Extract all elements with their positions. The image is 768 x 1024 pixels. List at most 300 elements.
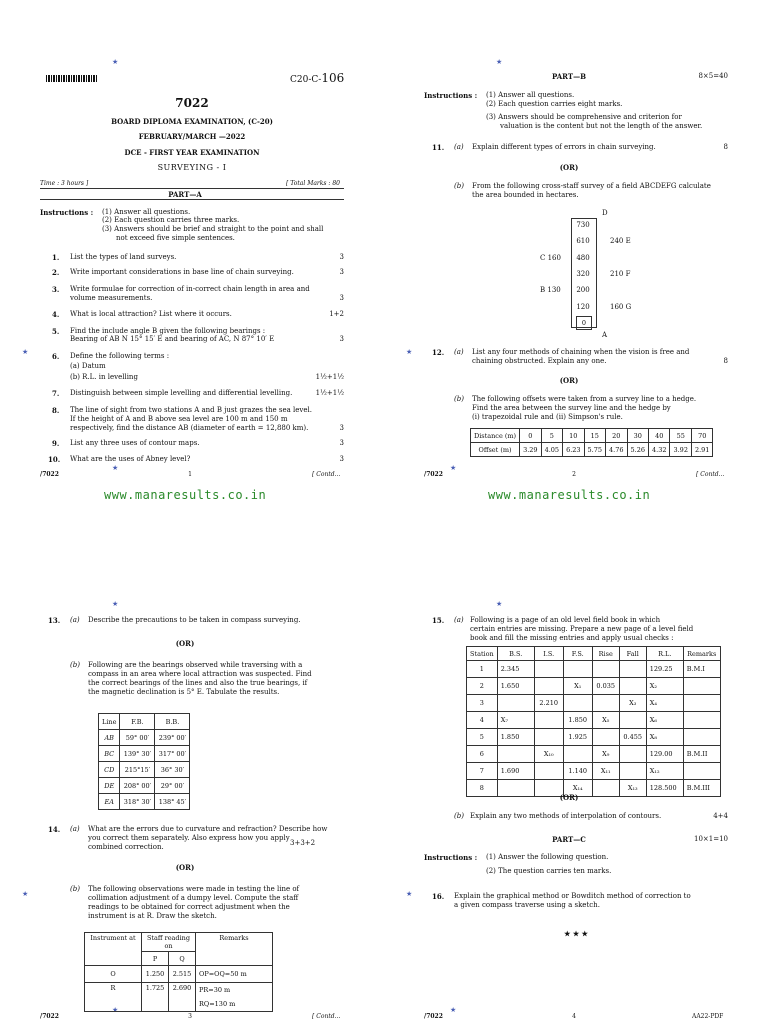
question-text: From the following cross-staff survey of a field ABCDEFG calculate <box>472 182 711 190</box>
question-text: Explain different types of errors in chain surveying. <box>472 143 656 151</box>
table-header: Fall <box>619 647 646 661</box>
question-text: The following offsets were taken from a survey line to a hedge. <box>472 395 697 403</box>
corner-mark-icon: ★ <box>450 1006 457 1014</box>
offset-left: C 160 <box>540 254 561 262</box>
table-cell: O <box>85 966 142 983</box>
instructions-label: Instructions : <box>40 208 94 217</box>
question-number: 8. <box>52 406 60 415</box>
table-cell <box>592 695 619 712</box>
question-text: certain entries are missing. Prepare a new page of a level field <box>470 625 694 633</box>
table-cell: 8 <box>467 780 498 797</box>
exam-month: FEBRUARY/MARCH —2022 <box>138 132 246 141</box>
question-text: Write formulae for correction of in-correct chain length in area and <box>70 285 310 293</box>
question-number: 7. <box>52 389 60 398</box>
table-cell: X₄ <box>646 695 683 712</box>
or-separator: (OR) <box>175 863 195 872</box>
table-cell: 1.690 <box>497 763 534 780</box>
table-header: Remarks <box>683 647 720 661</box>
table-cell: 139° 30′ <box>120 746 155 762</box>
page-number: 1 <box>188 471 192 478</box>
question-subpart: (b) R.L. in levelling <box>70 373 138 381</box>
question-number: 9. <box>52 439 60 448</box>
question-subpart: (a) <box>454 143 464 151</box>
table-cell: 2.515 <box>169 966 196 983</box>
table-cell: 1.250 <box>142 966 169 983</box>
station-label: D <box>602 209 608 217</box>
question-text: instrument is at R. Draw the sketch. <box>88 912 217 920</box>
subject-title: SURVEYING - I <box>157 163 227 172</box>
question-text: The line of sight from two stations A and B just grazes the sea level. <box>70 406 312 414</box>
table-row <box>99 730 190 746</box>
question-text: book and fill the missing entries and apply usual checks : <box>470 634 674 642</box>
total-marks-label: [ Total Marks : 80 <box>286 180 340 187</box>
table-cell: CD <box>99 762 120 778</box>
question-text: (i) trapezoidal rule and (ii) Simpson's rule. <box>472 413 623 421</box>
table-cell: 4.76 <box>606 443 627 457</box>
footer-contd: [ Contd... <box>312 471 341 478</box>
question-marks: 3 <box>339 294 344 302</box>
table-header: F.B. <box>120 714 155 730</box>
table-cell <box>683 678 720 695</box>
table-cell: 5.26 <box>627 443 648 457</box>
table-cell: 1.925 <box>563 729 592 746</box>
page-1 <box>0 0 384 512</box>
page-number: 3 <box>188 1013 192 1020</box>
watermark-link[interactable]: www.manaresults.co.in <box>488 488 651 502</box>
footer-code: /7022 <box>424 1013 443 1020</box>
question-marks: 3 <box>339 253 344 261</box>
table-cell <box>563 746 592 763</box>
table-cell: 318° 30′ <box>120 794 155 810</box>
table-cell: 7 <box>467 763 498 780</box>
table-cell: B.M.II <box>683 746 720 763</box>
table-cell <box>683 763 720 780</box>
table-row <box>85 933 273 952</box>
table-cell <box>534 661 563 678</box>
question-number: 1. <box>52 253 60 262</box>
question-marks: 3 <box>339 268 344 276</box>
part-b-marks: 8×5=40 <box>698 72 728 80</box>
footer-code: /7022 <box>40 1013 59 1020</box>
instructions-label: Instructions : <box>424 91 478 100</box>
question-text: Find the include angle B given the following bearings : <box>70 327 266 335</box>
chainage: 120 <box>576 303 590 311</box>
question-text: List the types of land surveys. <box>70 253 177 261</box>
table-cell: 4 <box>467 712 498 729</box>
table-header: Instrument at <box>85 933 142 966</box>
table-cell <box>534 678 563 695</box>
question-subpart: (a) <box>454 348 464 356</box>
table-cell <box>563 661 592 678</box>
question-text: Write important considerations in base line of chain surveying. <box>70 268 294 276</box>
table-cell: 5 <box>541 429 562 443</box>
question-subpart: (a) <box>454 616 464 624</box>
page-3 <box>0 512 384 1024</box>
footer-contd: [ Contd... <box>696 471 725 478</box>
instruction-line: (3) Answers should be comprehensive and criterion for <box>486 113 682 121</box>
part-c-heading: PART—C <box>552 835 586 844</box>
question-text: Following are the bearings observed while traversing with a <box>88 661 303 669</box>
table-header: P <box>142 952 169 966</box>
table-cell: 3 <box>467 695 498 712</box>
question-number: 15. <box>432 616 445 625</box>
table-cell: X₉ <box>592 746 619 763</box>
table-cell: 208° 00′ <box>120 778 155 794</box>
table-cell: 239° 00′ <box>155 730 190 746</box>
table-cell <box>683 695 720 712</box>
table-row <box>467 712 721 729</box>
question-text: chaining obstructed. Explain any one. <box>472 357 607 365</box>
table-cell: 59° 00′ <box>120 730 155 746</box>
table-cell: 30 <box>627 429 648 443</box>
question-subpart: (b) <box>70 661 80 669</box>
table-cell: 40 <box>649 429 670 443</box>
instruction-line: (2) The question carries ten marks. <box>486 867 612 875</box>
or-separator: (OR) <box>559 793 579 802</box>
chainage: 730 <box>576 221 590 229</box>
table-cell: X₆ <box>646 712 683 729</box>
table-cell <box>497 695 534 712</box>
table-cell: 1.650 <box>497 678 534 695</box>
table-row <box>99 746 190 762</box>
corner-mark-icon: ★ <box>406 890 413 898</box>
table-cell: BC <box>99 746 120 762</box>
table-cell <box>619 678 646 695</box>
corner-mark-icon: ★ <box>22 890 29 898</box>
table-header: Distance (m) <box>471 429 520 443</box>
question-number: 4. <box>52 310 60 319</box>
chainage: 0 <box>581 319 587 327</box>
corner-mark-icon: ★ <box>496 600 503 608</box>
table-cell: 2.345 <box>497 661 534 678</box>
question-subpart: (b) <box>70 885 80 893</box>
table-cell: 1 <box>467 661 498 678</box>
table-cell: 4.32 <box>649 443 670 457</box>
table-row <box>99 794 190 810</box>
question-text: Define the following terms : <box>70 352 170 360</box>
question-text: Explain the graphical method or Bowditch method of correction to <box>454 892 691 900</box>
table-cell: 1.850 <box>563 712 592 729</box>
offset-right: 240 E <box>610 237 631 245</box>
table-header: Offset (m) <box>471 443 520 457</box>
table-cell <box>534 729 563 746</box>
table-cell: X₁₀ <box>534 746 563 763</box>
time-label: Time : 3 hours ] <box>40 180 89 187</box>
question-number: 5. <box>52 327 60 336</box>
table-row <box>467 695 721 712</box>
question-subpart: (b) <box>454 812 464 820</box>
table-cell: 10 <box>563 429 584 443</box>
corner-mark-icon: ★ <box>112 600 119 608</box>
question-marks: 3 <box>339 455 344 463</box>
table-cell: 129.00 <box>646 746 683 763</box>
table-header: Q <box>169 952 196 966</box>
table-header: Line <box>99 714 120 730</box>
end-stars: ★ ★ ★ <box>564 929 588 938</box>
table-row <box>99 762 190 778</box>
question-text: Distinguish between simple levelling and differential levelling. <box>70 389 293 397</box>
table-cell <box>619 661 646 678</box>
question-text: If the height of A and B above sea level are 100 m and 150 m <box>70 415 288 423</box>
table-header: Staff reading on <box>142 933 196 952</box>
table-cell: PR=30 m <box>196 983 273 998</box>
table-cell: X₅ <box>592 712 619 729</box>
table-cell: X₁₃ <box>619 780 646 797</box>
table-cell: 1.140 <box>563 763 592 780</box>
table-cell: 20 <box>606 429 627 443</box>
table-cell: X₁₄ <box>563 780 592 797</box>
table-cell: X₁₂ <box>646 763 683 780</box>
question-text: Bearing of AB N 15° 15′ E and bearing of AC, N 87° 10′ E <box>70 335 275 343</box>
table-cell <box>563 695 592 712</box>
level-book-table <box>466 646 721 797</box>
page-number: 2 <box>572 471 576 478</box>
table-cell: B.M.III <box>683 780 720 797</box>
or-separator: (OR) <box>559 376 579 385</box>
instruction-line: (1) Answer the following question. <box>486 853 609 861</box>
question-text: compass in an area where local attraction was suspected. Find <box>88 670 312 678</box>
table-cell: 317° 00′ <box>155 746 190 762</box>
table-cell: 2.91 <box>691 443 712 457</box>
table-cell: 5 <box>467 729 498 746</box>
table-cell: 129.25 <box>646 661 683 678</box>
instruction-line: (2) Each question carries eight marks. <box>486 100 623 108</box>
exam-number: 7022 <box>175 96 209 110</box>
table-cell: R <box>85 983 142 1012</box>
question-number: 2. <box>52 268 60 277</box>
question-text: volume measurements. <box>70 294 153 302</box>
offset-left: B 130 <box>540 286 561 294</box>
question-text: List any three uses of contour maps. <box>70 439 200 447</box>
table-cell: X₃ <box>619 695 646 712</box>
table-header: B.S. <box>497 647 534 661</box>
corner-mark-icon: ★ <box>112 1006 119 1014</box>
question-marks: 3 <box>339 424 344 432</box>
instruction-line: (1) Answer all questions. <box>102 208 191 216</box>
question-text: Explain any two methods of interpolation of contours. <box>470 812 662 820</box>
table-cell: RQ=130 m <box>196 997 273 1012</box>
table-row <box>467 763 721 780</box>
table-cell: 6.23 <box>563 443 584 457</box>
table-cell: X₇ <box>497 712 534 729</box>
instruction-line: (1) Answer all questions. <box>486 91 575 99</box>
table-cell <box>534 763 563 780</box>
question-marks: 8 <box>723 143 728 151</box>
table-row <box>467 678 721 695</box>
page-number: 4 <box>572 1013 576 1020</box>
question-text: the correct bearings of the lines and also the true bearings, if <box>88 679 308 687</box>
table-cell: 1.850 <box>497 729 534 746</box>
question-subpart: (b) <box>454 182 464 190</box>
question-text: Describe the precautions to be taken in compass surveying. <box>88 616 301 624</box>
question-marks: 3 <box>339 439 344 447</box>
offset-right: 160 G <box>610 303 632 311</box>
offsets-table <box>470 428 713 457</box>
table-row <box>467 746 721 763</box>
question-text: What are the uses of Abney level? <box>70 455 191 463</box>
table-row <box>467 661 721 678</box>
question-marks: 3+3+2 <box>290 839 316 847</box>
station-label: A <box>602 331 608 339</box>
page-2 <box>384 0 768 512</box>
corner-mark-icon: ★ <box>450 464 457 472</box>
table-cell: X₈ <box>646 729 683 746</box>
paper-code: C20-C-106 <box>290 71 345 85</box>
question-number: 12. <box>432 348 445 357</box>
table-header: Remarks <box>196 933 273 966</box>
table-cell: 55 <box>670 429 691 443</box>
question-subpart: (a) <box>70 825 80 833</box>
table-cell: 1.725 <box>142 983 169 1012</box>
table-row <box>85 966 273 983</box>
table-header: Rise <box>592 647 619 661</box>
question-marks: 3 <box>339 335 344 343</box>
question-number: 10. <box>48 455 61 464</box>
question-number: 13. <box>48 616 61 625</box>
table-cell: 2.210 <box>534 695 563 712</box>
table-cell <box>683 712 720 729</box>
instructions-label: Instructions : <box>424 853 478 862</box>
table-row <box>467 647 721 661</box>
table-cell: AB <box>99 730 120 746</box>
chainage: 200 <box>576 286 590 294</box>
instruction-line: valuation is the content but not the length of the answer. <box>500 122 703 130</box>
question-subpart: (a) <box>70 616 80 624</box>
corner-mark-icon: ★ <box>406 348 413 356</box>
corner-mark-icon: ★ <box>112 464 119 472</box>
table-cell <box>683 729 720 746</box>
chainage-zero-box <box>576 316 592 330</box>
chainage: 610 <box>576 237 590 245</box>
table-header: Station <box>467 647 498 661</box>
question-marks: 1½+1½ <box>315 373 344 381</box>
table-cell <box>592 729 619 746</box>
table-cell: 6 <box>467 746 498 763</box>
question-marks: 1½+1½ <box>315 389 344 397</box>
question-marks: 8 <box>723 357 728 365</box>
question-text: Find the area between the survey line and the hedge by <box>472 404 671 412</box>
table-cell: 2.690 <box>169 983 196 1012</box>
table-cell: 29° 00′ <box>155 778 190 794</box>
table-cell: 215°15′ <box>120 762 155 778</box>
table-cell: 138° 45′ <box>155 794 190 810</box>
table-cell <box>592 661 619 678</box>
bearings-table <box>98 713 190 810</box>
table-header: B.B. <box>155 714 190 730</box>
question-marks: 1+2 <box>329 310 344 318</box>
question-text: the area bounded in hectares. <box>472 191 579 199</box>
part-b-heading: PART—B <box>551 72 586 81</box>
table-cell: DE <box>99 778 120 794</box>
table-cell: B.M.I <box>683 661 720 678</box>
question-text: combined correction. <box>88 843 164 851</box>
exam-name: DCE - FIRST YEAR EXAMINATION <box>124 148 260 157</box>
corner-mark-icon: ★ <box>22 348 29 356</box>
table-cell: 3.92 <box>670 443 691 457</box>
watermark-link[interactable]: www.manaresults.co.in <box>104 488 267 502</box>
table-cell <box>619 746 646 763</box>
question-text: readings to be obtained for correct adjustment when the <box>88 903 290 911</box>
question-number: 16. <box>432 892 445 901</box>
table-cell: 70 <box>691 429 712 443</box>
table-header: I.S. <box>534 647 563 661</box>
table-cell: 3.29 <box>520 443 541 457</box>
table-cell: 4.05 <box>541 443 562 457</box>
question-text: The following observations were made in testing the line of <box>88 885 300 893</box>
table-row <box>99 714 190 730</box>
chainage: 320 <box>576 270 590 278</box>
table-cell: 0.035 <box>592 678 619 695</box>
table-cell: 36° 30′ <box>155 762 190 778</box>
table-row <box>471 443 713 457</box>
table-row <box>467 729 721 746</box>
page-4 <box>384 512 768 1024</box>
question-subpart: (b) <box>454 395 464 403</box>
question-text: collimation adjustment of a dumpy level. Compute the staff <box>88 894 299 902</box>
table-cell: 2 <box>467 678 498 695</box>
offset-right: 210 F <box>610 270 631 278</box>
table-row <box>85 983 273 998</box>
table-row <box>471 429 713 443</box>
footer-code: /7022 <box>424 471 443 478</box>
barcode-icon <box>46 75 98 82</box>
board-title: BOARD DIPLOMA EXAMINATION, (C-20) <box>111 117 273 126</box>
table-cell: X₁ <box>563 678 592 695</box>
question-text: respectively, find the distance AB (diameter of earth = 12,880 km). <box>70 424 309 432</box>
question-text: the magnetic declination is 5° E. Tabulate the results. <box>88 688 280 696</box>
table-cell: X₁₁ <box>592 763 619 780</box>
or-separator: (OR) <box>559 163 579 172</box>
question-number: 14. <box>48 825 61 834</box>
part-a-heading: PART—A <box>168 190 202 199</box>
instruction-line: not exceed five simple sentences. <box>116 234 235 242</box>
table-row <box>99 778 190 794</box>
table-header: R.L. <box>646 647 683 661</box>
question-number: 6. <box>52 352 60 361</box>
table-cell: X₂ <box>646 678 683 695</box>
table-cell <box>497 746 534 763</box>
question-subpart: (a) Datum <box>70 362 106 370</box>
table-cell <box>619 763 646 780</box>
table-cell: EA <box>99 794 120 810</box>
instruction-line: (2) Each question carries three marks. <box>102 216 240 224</box>
footer-code-right: AA22-PDF <box>692 1013 724 1020</box>
or-separator: (OR) <box>175 639 195 648</box>
question-number: 3. <box>52 285 60 294</box>
question-text: you correct them separately. Also express how you apply <box>88 834 290 842</box>
corner-mark-icon: ★ <box>496 58 503 66</box>
question-text: What are the errors due to curvature and refraction? Describe how <box>88 825 328 833</box>
table-cell <box>619 712 646 729</box>
question-text: What is local attraction? List where it occurs. <box>70 310 232 318</box>
part-c-marks: 10×1=10 <box>694 835 728 843</box>
table-cell: 0.455 <box>619 729 646 746</box>
table-header: F.S. <box>563 647 592 661</box>
chainage: 480 <box>576 254 590 262</box>
table-cell <box>534 712 563 729</box>
question-text: Following is a page of an old level field book in which <box>470 616 661 624</box>
table-cell: 0 <box>520 429 541 443</box>
table-cell: 15 <box>584 429 605 443</box>
question-marks: 4+4 <box>713 812 728 820</box>
dumpy-level-table <box>84 932 273 1012</box>
footer-contd: [ Contd... <box>312 1013 341 1020</box>
question-text: List any four methods of chaining when the vision is free and <box>472 348 690 356</box>
corner-mark-icon: ★ <box>112 58 119 66</box>
footer-code: /7022 <box>40 471 59 478</box>
question-text: a given compass traverse using a sketch. <box>454 901 600 909</box>
table-cell: OP=OQ=50 m <box>196 966 273 983</box>
